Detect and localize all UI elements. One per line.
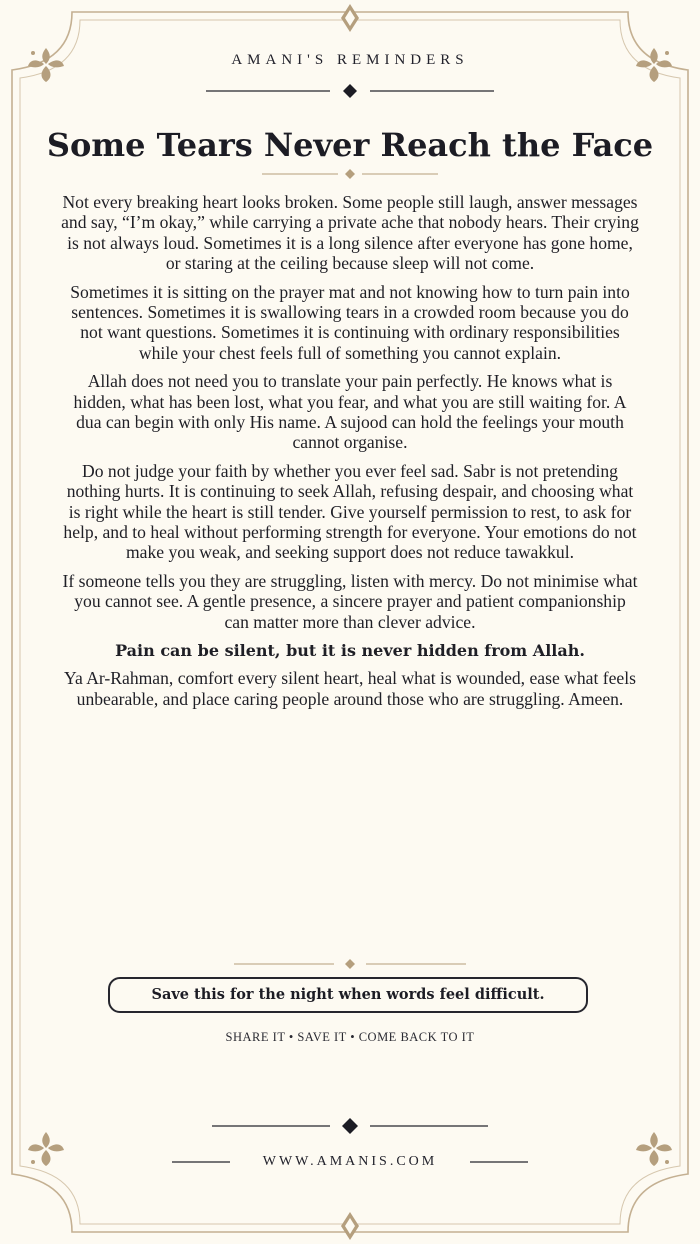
diamond-icon bbox=[341, 1212, 359, 1240]
website-url: WWW.AMANIS.COM bbox=[262, 1154, 438, 1169]
footer-divider bbox=[212, 1118, 488, 1134]
closing-dua: Ya Ar-Rahman, comfort every silent heart, heal what is wounded, ease what feels unbearable, and place caring people around those who are struggling. Ameen. bbox=[64, 668, 636, 709]
paragraph: Not every breaking heart looks broken. Some people still laugh, answer messages and say, “I’m okay,” while carrying a private ache that nobody hears. Their crying is not always loud. Sometimes it is a long silence after everyone has gone home, or staring at the ceiling because sleep will not come. bbox=[61, 192, 639, 273]
diamond-icon bbox=[341, 4, 359, 32]
share-line: SHARE IT • SAVE IT • COME BACK TO IT bbox=[225, 1030, 475, 1044]
diamond-icon bbox=[345, 169, 355, 179]
paragraph: Sometimes it is sitting on the prayer mat and not knowing how to turn pain into sentences. Sometimes it is swallowing tears in a crowded room because you do not want questions. Sometimes it is continuing with ordinary responsibilities while your chest feels full of something you cannot explain. bbox=[70, 281, 630, 363]
save-note-box: Save this for the night when words feel difficult. bbox=[108, 977, 588, 1013]
paragraph: Do not judge your faith by whether you ever feel sad. Sabr is not pretending nothing hurts. It is continuing to seek Allah, refusing despair, and choosing what is right while the heart is still tender. Give yourself permission to rest, to ask for help, and to heal without performing strength for everyone. Your emotions do not make you weak, and seeking support does not reduce tawakkul. bbox=[63, 461, 637, 563]
diamond-icon bbox=[345, 959, 355, 969]
page-title: Some Tears Never Reach the Face bbox=[46, 126, 654, 164]
save-divider bbox=[234, 959, 466, 969]
diamond-icon bbox=[342, 1118, 358, 1134]
diamond-icon bbox=[343, 84, 357, 98]
brand-name: AMANI'S REMINDERS bbox=[231, 52, 469, 68]
paragraph: If someone tells you they are struggling, listen with mercy. Do not minimise what you cannot see. A gentle presence, a sincere prayer and patient companionship can matter more than clever advice. bbox=[62, 571, 638, 632]
brand-divider bbox=[206, 84, 494, 98]
paragraph: Allah does not need you to translate your pain perfectly. He knows what is hidden, what has been lost, what you fear, and what you are still waiting for. A dua can begin with only His name. A sujood can hold the feelings your mouth cannot organise. bbox=[73, 371, 627, 453]
emphasis-line: Pain can be silent, but it is never hidden from Allah. bbox=[115, 641, 585, 661]
article-body bbox=[60, 192, 640, 718]
title-divider bbox=[262, 169, 438, 179]
